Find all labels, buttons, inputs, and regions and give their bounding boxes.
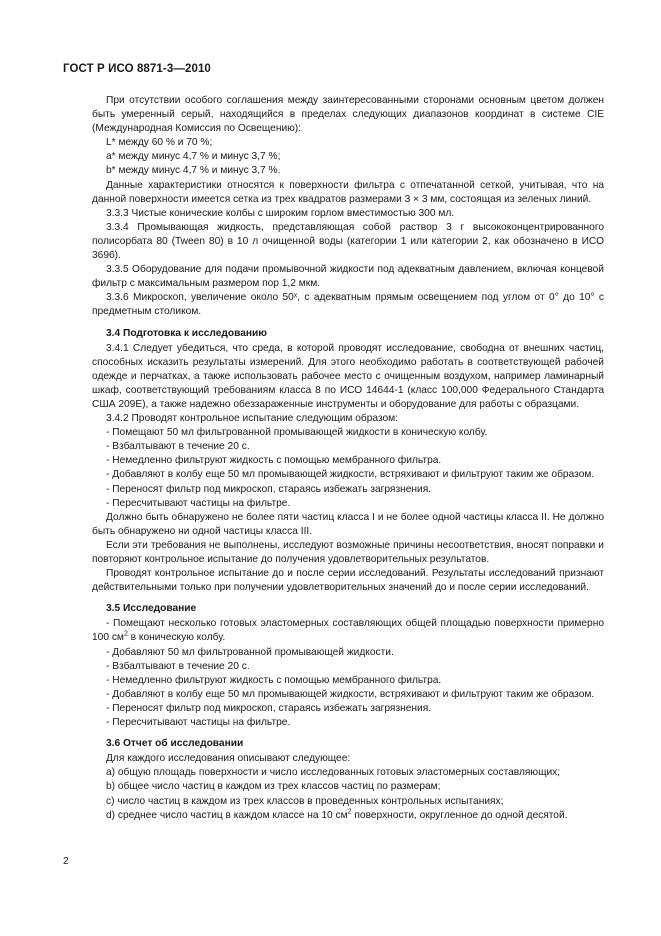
paragraph-3-4-1: 3.4.1 Следует убедиться, что среда, в которой проводят исследование, свободна от внешних частиц, способных исказить результаты измерений. Для этого необходимо работать в соответствующей рабочей одежде и перчатках, а также использовать рабочее место с очищенным воздухом, например ламинарный шкаф, соответствующий требованиям класса 8 по ИСО 14644-1 (класс 100,000 Федерального Стандарта США 209E), а также надежно обеззараженные инструменты и оборудование для работы с образцами. bbox=[92, 342, 604, 410]
exam-step: - Добавляют в колбу еще 50 мл промывающей жидкости, встряхивают и фильтруют таким же образом. bbox=[106, 688, 595, 700]
cie-value-a: a* между минус 4,7 % и минус 3,7 %; bbox=[106, 151, 281, 163]
document-header: ГОСТ Р ИСО 8871-3—2010 bbox=[63, 63, 211, 75]
cie-value-l: L* между 60 % и 70 %; bbox=[106, 137, 213, 149]
control-step: - Пересчитывают частицы на фильтре. bbox=[106, 497, 291, 509]
document-body bbox=[92, 94, 604, 823]
exam-step: - Переносят фильтр под микроскоп, стараясь избежать загрязнения. bbox=[106, 702, 432, 714]
section-3-5-heading: 3.5 Исследование bbox=[106, 603, 197, 615]
report-item: a) общую площадь поверхности и число исследованных готовых эластомерных составляющих; bbox=[106, 767, 561, 779]
control-step: - Взбалтывают в течение 20 с. bbox=[106, 441, 250, 453]
section-3-6-heading: 3.6 Отчет об исследовании bbox=[106, 738, 244, 750]
classes-paragraph: Должно быть обнаружено не более пяти частиц класса I и не более одной частицы класса II. Не должно быть обнаружено ни одной частицы класса III. bbox=[92, 511, 604, 537]
report-item: b) общее число частиц в каждом из трех классов частиц по размерам; bbox=[106, 781, 441, 793]
color-paragraph: При отсутствии особого соглашения между заинтересованными сторонами основным цветом должен быть умеренный серый, находящийся в пределах следующих диапазонов координат в системе CIE (Международная Комиссия по Освещению): bbox=[92, 95, 604, 135]
control-step: - Немедленно фильтруют жидкость с помощью мембранного фильтра. bbox=[106, 455, 442, 467]
control-paragraph: Проводят контрольное испытание до и после серии исследований. Результаты исследований признают действительными только при получении удовлетворительных значений до и после серии исследований. bbox=[92, 568, 604, 594]
item-3-3-6: 3.3.6 Микроскоп, увеличение около 50ˣ, с адекватным прямым освещением под углом от 0° до 10° с предметным столиком. bbox=[92, 292, 604, 318]
paragraph-3-4-2: 3.4.2 Проводят контрольное испытание следующим образом: bbox=[106, 413, 399, 425]
page-number: 2 bbox=[63, 856, 69, 867]
exam-step: - Взбалтывают в течение 20 с. bbox=[106, 660, 250, 672]
exam-step: - Добавляют 50 мл фильтрованной промывающей жидкости. bbox=[106, 646, 394, 658]
cie-value-b: b* между минус 4,7 % и минус 3,7 %. bbox=[106, 165, 281, 177]
item-3-3-3: 3.3.3 Чистые конические колбы с широким горлом вместимостью 300 мл. bbox=[106, 207, 455, 219]
control-step: - Переносят фильтр под микроскоп, стараясь избежать загрязнения. bbox=[106, 483, 432, 495]
exam-step: - Пересчитывают частицы на фильтре. bbox=[106, 717, 291, 729]
report-intro: Для каждого исследования описывают следующее: bbox=[106, 753, 351, 765]
item-3-3-4: 3.3.4 Промывающая жидкость, представляющая собой раствор 3 г высококонцентрированного полисорбата 80 (Tween 80) в 10 л очищенной воды (категории 1 или категории 2, как обозначено в ИСО 3696). bbox=[92, 221, 604, 262]
control-step: - Добавляют в колбу еще 50 мл промывающей жидкости, встряхивают и фильтруют таким же образом. bbox=[106, 469, 595, 481]
requirements-paragraph: Если эти требования не выполнены, исследуют возможные причины несоответствия, вносят поправки и повторяют контрольное испытание до получения удовлетворительных результатов. bbox=[92, 539, 604, 565]
data-note-paragraph: Данные характеристики относятся к поверхности фильтра с отпечатанной сеткой, учитывая, что на данной поверхности имеется сетка из трех квадратов размерами 3 × 3 мм, состоящая из зеленых линий. bbox=[92, 179, 604, 205]
report-item: c) число частиц в каждом из трех классов в проведенных контрольных испытаниях; bbox=[106, 795, 504, 807]
report-item: d) среднее число частиц в каждом классе на 10 $см^2$ поверхности, округленное до одной десятой. bbox=[106, 808, 568, 821]
exam-step: - Помещают несколько готовых эластомерных составляющих общей площадью поверхности примерно 100 $см^2$ в коническую колбу. bbox=[92, 618, 604, 644]
item-3-3-5: 3.3.5 Оборудование для подачи промывочной жидкости под адекватным давлением, включая концевой фильтр с максимальным размером пор 1,2 мкм. bbox=[92, 264, 604, 290]
exam-step: - Немедленно фильтруют жидкость с помощью мембранного фильтра. bbox=[106, 674, 442, 686]
control-step: - Помещают 50 мл фильтрованной промывающей жидкости в коническую колбу. bbox=[106, 427, 488, 439]
section-3-4-heading: 3.4 Подготовка к исследованию bbox=[106, 327, 268, 339]
